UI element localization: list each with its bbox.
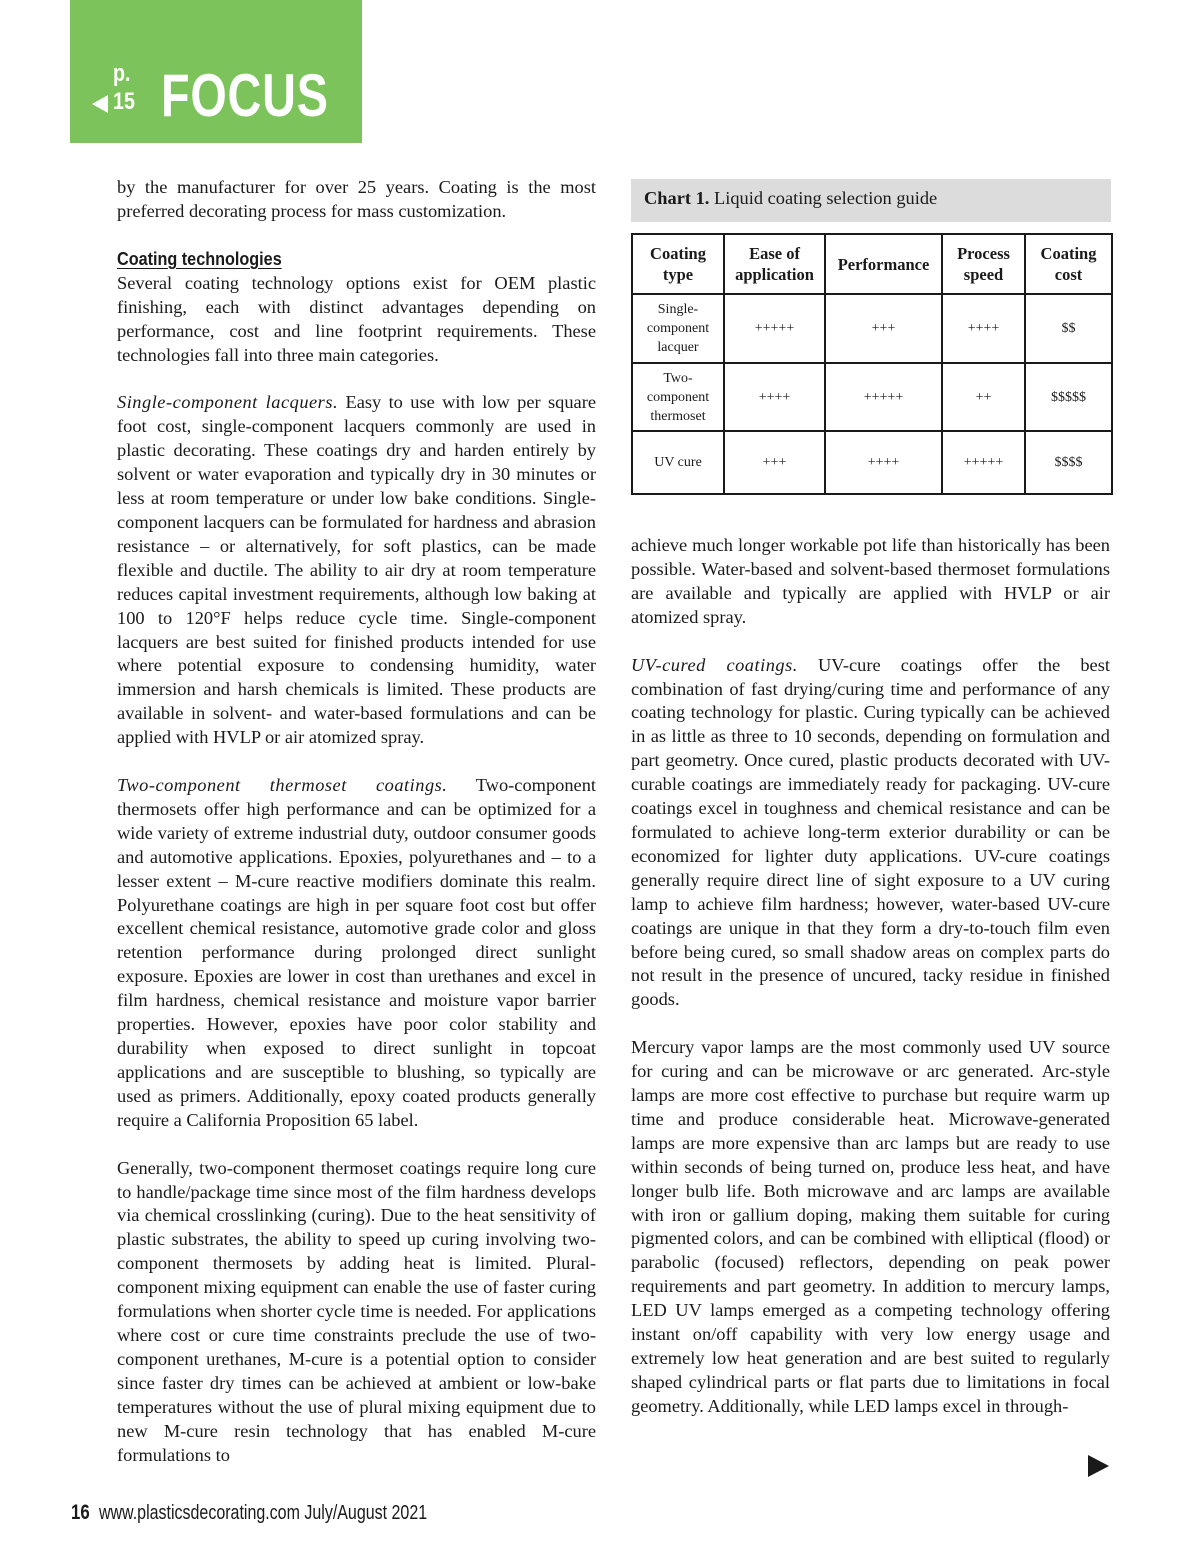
- table-cell: +++++: [724, 294, 825, 363]
- table-header-row: [632, 234, 1112, 294]
- paragraph-text: Easy to use with low per square foot cost, single-component lacquers commonly are used in plastic decorating. These coatings dry and harden entirely by solvent or water evaporation and typically dry in 30 minutes or less at room temperature or under low bake conditions. Single-component lacquers can be formulated for hardness and abrasion resistance – or alternatively, for soft plastics, can be made flexible and ductile. The ability to air dry at room temperature reduces capital investment requirements, although low baking at 100 to 120°F helps reduce cycle time. Single-component lacquers are best suited for finished products intended for use where potential exposure to condensing humidity, water immersion and harsh chemicals is limited. These products are available in solvent- and water-based formulations and can be applied with HVLP or air atomized spray.: [117, 392, 596, 748]
- column-header: Coating type: [632, 234, 724, 294]
- paragraph-text: Two-component thermosets offer high performance and can be optimized for a wide variety of extreme industrial duty, outdoor consumer goods and automotive applications. Epoxies, polyurethanes and – to a lesser extent – M-cure reactive modifiers dominate this realm. Polyurethane coatings are high in per square foot cost but offer excellent chemical resistance, automotive grade color and gloss retention performance during prolonged direct sunlight exposure. Epoxies are lower in cost than urethanes and excel in film hardness, chemical resistance and moisture vapor barrier properties. However, epoxies have poor color stability and durability when exposed to direct sunlight in topcoat applications and are susceptible to blushing, so typically are used as primers. Additionally, epoxy coated products generally require a California Proposition 65 label.: [117, 775, 596, 1130]
- chart-caption-text: Liquid coating selection guide: [709, 188, 938, 208]
- table-cell: $$$$$: [1025, 363, 1112, 432]
- body-paragraph: [631, 654, 1110, 1013]
- section-heading: Coating technologies: [117, 248, 282, 269]
- table-row: [632, 431, 1112, 494]
- table-cell: Two-component thermoset: [632, 363, 724, 432]
- body-paragraph: Mercury vapor lamps are the most commonly used UV source for curing and can be microwave or arc generated. Arc-style lamps are more cost effective to purchase but require warm up time and produce considerable heat. Microwave-generated lamps are more expensive than arc lamps but are ready to use within seconds of being turned on, produce less heat, and have longer bulb life. Both microwave and arc lamps are available with iron or gallium doping, making them suitable for curing pigmented colors, and can be combined with elliptical (flood) or parabolic (focused) reflectors, depending on peak power requirements and part geometry. In addition to mercury lamps, LED UV lamps emerged as a competing technology offering instant on/off capability with very low energy usage and extremely low heat generation and are best suited to regularly shaped cylindrical parts or flat parts due to limitations in focal geometry. Additionally, while LED lamps excel in through-: [631, 1037, 1110, 1416]
- page-footer: [71, 1501, 427, 1525]
- body-paragraph: Several coating technology options exist for OEM plastic finishing, each with distinct advantages depending on performance, cost and line footprint requirements. These technologies fall into three main categories.: [117, 272, 596, 365]
- left-column: [117, 176, 596, 1467]
- coating-selection-table: [631, 233, 1113, 495]
- run-in-heading: Single-component lacquers.: [117, 392, 339, 413]
- table-cell: +++++: [942, 431, 1025, 494]
- table-cell: ++: [942, 363, 1025, 432]
- run-in-heading: UV-cured coatings.: [631, 654, 798, 675]
- column-header: Performance: [825, 234, 942, 294]
- body-paragraph: [117, 774, 596, 1133]
- chart-label: Chart 1.: [644, 188, 710, 208]
- triangle-left-icon: [92, 95, 108, 113]
- table-cell: $$: [1025, 294, 1112, 363]
- column-header: Coating cost: [1025, 234, 1112, 294]
- body-paragraph: achieve much longer workable pot life than historically has been possible. Water-based and solvent-based thermoset formulations are available and typically are applied with HVLP or air atomized spray.: [631, 535, 1110, 627]
- table-cell: ++++: [942, 294, 1025, 363]
- page-number: 16: [71, 1501, 90, 1524]
- chart-caption: [631, 179, 1111, 222]
- page-reference: p. 15: [113, 60, 135, 115]
- issue-date: July/August 2021: [304, 1502, 428, 1524]
- table-cell: $$$$: [1025, 431, 1112, 494]
- column-header: Ease of application: [724, 234, 825, 294]
- section-title: FOCUS: [161, 62, 329, 129]
- previous-page-link[interactable]: [92, 60, 157, 116]
- table-cell: ++++: [825, 431, 942, 494]
- paragraph-text: UV-cure coatings offer the best combination of fast drying/curing time and performance of any coating technology for plastic. Curing typically can be achieved in as little as three to 10 seconds, depending on formulation and part geometry. Once cured, plastic products decorated with UV-curable coatings are immediately ready for packaging. UV-cure coatings excel in toughness and chemical resistance and can be formulated to achieve long-term exterior durability or can be economized for lighter duty applications. UV-cure coatings generally require direct line of sight exposure to a UV curing lamp to achieve film hardness; however, water-based UV-cure coatings are unique in that they form a dry-to-touch film even before being cured, so small shadow areas on complex parts do not result in the presence of uncured, tacky residue in finished goods.: [631, 654, 1110, 1010]
- table-row: [632, 294, 1112, 363]
- table-cell: +++++: [825, 363, 942, 432]
- intro-paragraph: by the manufacturer for over 25 years. Coating is the most preferred decorating process for mass customization.: [117, 177, 596, 221]
- table-cell: +++: [825, 294, 942, 363]
- column-header: Process speed: [942, 234, 1025, 294]
- run-in-heading: Two-component thermoset coatings.: [117, 775, 448, 796]
- body-paragraph: Generally, two-component thermoset coatings require long cure to handle/package time since most of the film hardness develops via chemical crosslinking (curing). Due to the heat sensitivity of plastic substrates, the ability to speed up curing involving two-component thermosets by adding heat is limited. Plural-component mixing equipment can enable the use of faster curing formulations when shorter cycle time is needed. For applications where cost or cure time constraints preclude the use of two-component urethanes, M-cure is a potential option to consider since faster dry times can be achieved at ambient or low-bake temperatures without the use of plural mixing equipment due to new M-cure resin technology that has enabled M-cure formulations to: [117, 1157, 596, 1465]
- website-link[interactable]: www.plasticsdecorating.com: [98, 1502, 300, 1524]
- table-cell: ++++: [724, 363, 825, 432]
- triangle-right-icon[interactable]: [1088, 1455, 1109, 1477]
- table-cell: +++: [724, 431, 825, 494]
- table-cell: Single-component lacquer: [632, 294, 724, 363]
- focus-banner: [70, 0, 362, 143]
- table-cell: UV cure: [632, 431, 724, 494]
- right-column: [631, 534, 1110, 1419]
- body-paragraph: [117, 391, 596, 750]
- table-row: [632, 363, 1112, 432]
